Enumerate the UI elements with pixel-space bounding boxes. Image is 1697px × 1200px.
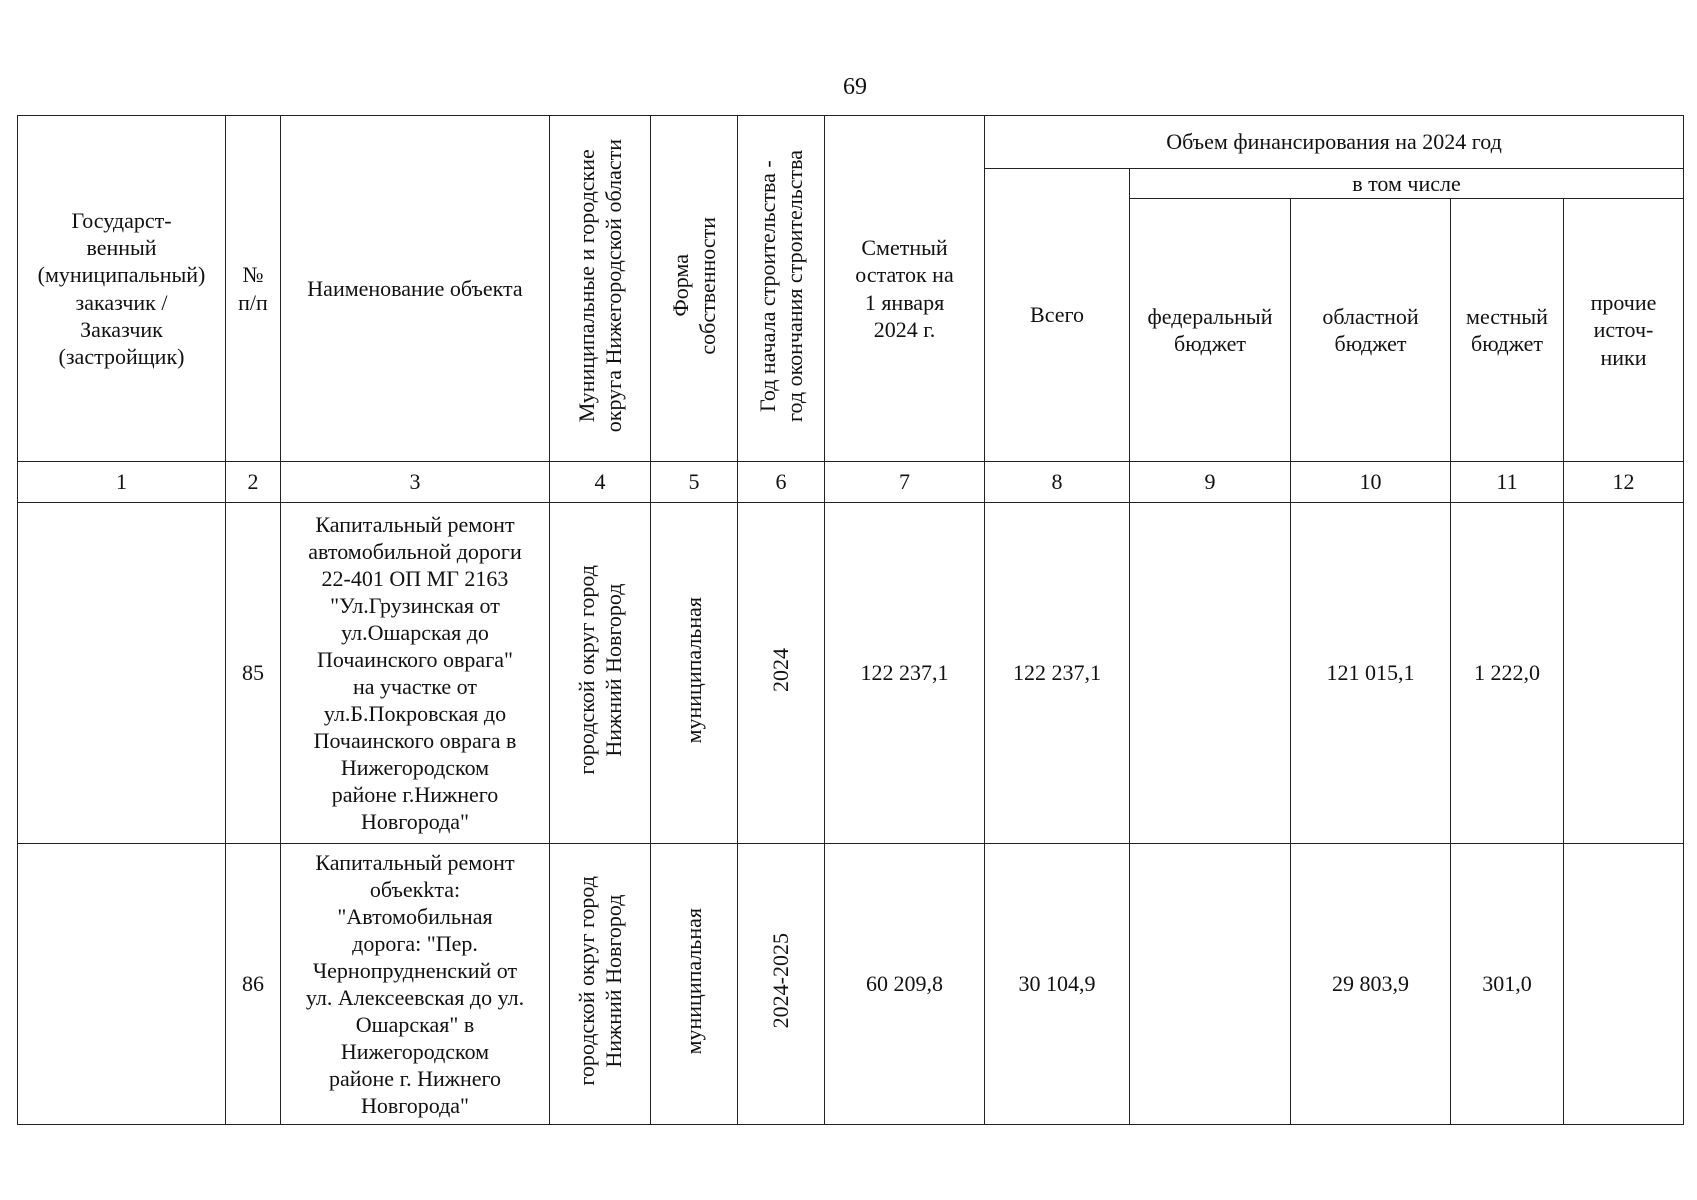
column-number: 11	[1451, 462, 1564, 503]
header-ownership: Форма собственности	[651, 116, 738, 462]
header-years: Год начала строительства - год окончания строительства	[738, 116, 825, 462]
cell-number: 85	[226, 503, 281, 844]
table-row	[18, 503, 1684, 844]
cell-object-name: Капитальный ремонт объекkта: "Автомобильная дорога: "Пер. Чернопрудненский от ул. Алексеевская до ул. Ошарская" в Нижегородском районе г. Нижнего Новгорода"	[281, 844, 550, 1125]
page-number: 69	[843, 74, 867, 100]
cell-regional: 29 803,9	[1291, 844, 1451, 1125]
column-number: 1	[18, 462, 226, 503]
cell-object-name: Капитальный ремонт автомобильной дороги 22-401 ОП МГ 2163 "Ул.Грузинская от ул.Ошарская до Почаинского оврага" на участке от ул.Б.Покровская до Почаинского оврага в Нижегородском районе г.Нижнего Новгорода"	[281, 503, 550, 844]
column-number: 12	[1564, 462, 1684, 503]
header-regional: областной бюджет	[1291, 199, 1451, 462]
cell-customer	[18, 844, 226, 1125]
header-total: Всего	[985, 169, 1130, 462]
header-number: № п/п	[226, 116, 281, 462]
column-number: 6	[738, 462, 825, 503]
cell-years: 2024-2025	[738, 844, 825, 1125]
header-municipality: Муниципальные и городские округа Нижегородской области	[550, 116, 651, 462]
header-estimate: Сметный остаток на 1 января 2024 г.	[825, 116, 985, 462]
cell-local: 1 222,0	[1451, 503, 1564, 844]
cell-number: 86	[226, 844, 281, 1125]
header-federal: федеральный бюджет	[1130, 199, 1291, 462]
header-including: в том числе	[1130, 169, 1684, 199]
column-number: 3	[281, 462, 550, 503]
cell-other	[1564, 503, 1684, 844]
cell-federal	[1130, 503, 1291, 844]
header-customer: Государст- венный (муниципальный) заказчик / Заказчик (застройщик)	[18, 116, 226, 462]
column-number: 8	[985, 462, 1130, 503]
cell-years: 2024	[738, 503, 825, 844]
cell-ownership: муниципальная	[651, 844, 738, 1125]
cell-regional: 121 015,1	[1291, 503, 1451, 844]
cell-federal	[1130, 844, 1291, 1125]
cell-local: 301,0	[1451, 844, 1564, 1125]
cell-total: 30 104,9	[985, 844, 1130, 1125]
cell-estimate: 60 209,8	[825, 844, 985, 1125]
column-number: 7	[825, 462, 985, 503]
cell-municipality: городской округ город Нижний Новгород	[550, 844, 651, 1125]
financing-table	[17, 115, 1684, 1125]
column-number-row	[18, 462, 1684, 503]
column-number: 10	[1291, 462, 1451, 503]
column-number: 4	[550, 462, 651, 503]
column-number: 9	[1130, 462, 1291, 503]
cell-customer	[18, 503, 226, 844]
cell-estimate: 122 237,1	[825, 503, 985, 844]
cell-total: 122 237,1	[985, 503, 1130, 844]
table-row	[18, 844, 1684, 1125]
column-number: 5	[651, 462, 738, 503]
cell-other	[1564, 844, 1684, 1125]
header-other: прочие источ- ники	[1564, 199, 1684, 462]
header-financing: Объем финансирования на 2024 год	[985, 116, 1684, 169]
header-object-name: Наименование объекта	[281, 116, 550, 462]
header-local: местный бюджет	[1451, 199, 1564, 462]
cell-ownership: муниципальная	[651, 503, 738, 844]
cell-municipality: городской округ город Нижний Новгород	[550, 503, 651, 844]
column-number: 2	[226, 462, 281, 503]
